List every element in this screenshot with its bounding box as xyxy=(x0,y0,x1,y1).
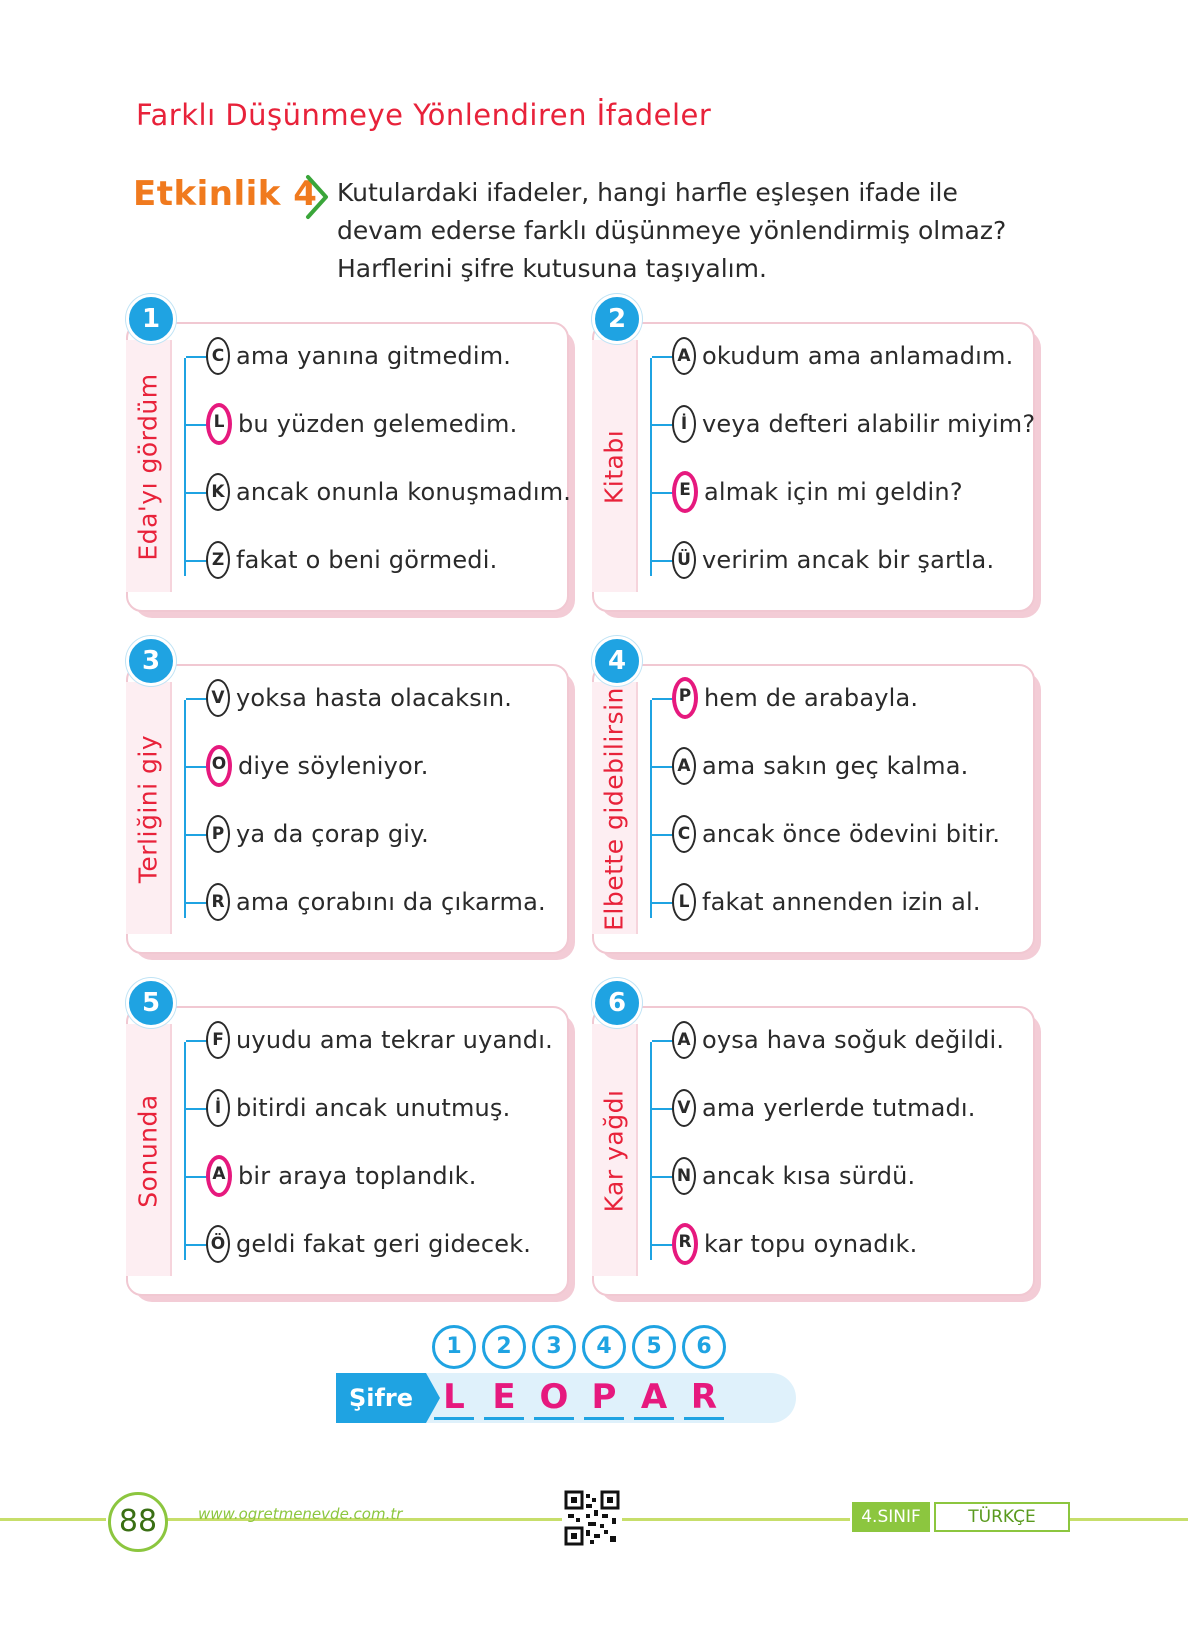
card-prompt: Sonunda xyxy=(133,1094,163,1208)
option-row[interactable] xyxy=(672,1088,976,1128)
option-text: yoksa hasta olacaksın. xyxy=(236,684,513,712)
option-row[interactable] xyxy=(672,540,994,580)
activity-instruction xyxy=(337,174,1006,288)
question-card xyxy=(592,304,1036,612)
question-card xyxy=(126,988,569,1296)
cipher-answer[interactable]: R xyxy=(690,1377,718,1417)
option-letter[interactable]: A xyxy=(672,747,696,785)
option-row[interactable] xyxy=(672,1224,917,1264)
cipher-answer-line xyxy=(434,1417,474,1420)
option-letter[interactable]: R xyxy=(672,1223,698,1265)
option-row[interactable] xyxy=(672,814,1000,854)
cipher-answer[interactable]: A xyxy=(640,1377,668,1417)
option-text: kar topu oynadık. xyxy=(704,1230,918,1258)
option-letter[interactable]: İ xyxy=(206,1089,230,1127)
bracket-tick xyxy=(652,492,674,494)
option-letter[interactable]: N xyxy=(672,1157,696,1195)
cipher-answer-line xyxy=(534,1417,574,1420)
bracket-tick xyxy=(186,766,208,768)
cipher-label: Şifre xyxy=(336,1373,426,1423)
option-letter[interactable]: P xyxy=(206,815,230,853)
option-text: ama sakın geç kalma. xyxy=(702,752,969,780)
bracket-tick xyxy=(652,1244,674,1246)
option-letter[interactable]: A xyxy=(672,1021,696,1059)
option-text: bu yüzden gelemedim. xyxy=(238,410,518,438)
option-letter[interactable]: V xyxy=(672,1089,696,1127)
bracket-tick xyxy=(652,424,674,426)
card-bracket xyxy=(650,1042,674,1260)
card-bracket xyxy=(650,358,674,576)
option-text: oysa hava soğuk değildi. xyxy=(702,1026,1005,1054)
bracket-tick xyxy=(652,560,674,562)
page-number: 88 xyxy=(108,1492,168,1552)
option-letter[interactable]: İ xyxy=(672,405,696,443)
bracket-tick xyxy=(652,698,674,700)
option-letter[interactable]: F xyxy=(206,1021,230,1059)
option-row[interactable] xyxy=(206,540,497,580)
option-text: hem de arabayla. xyxy=(704,684,919,712)
option-letter[interactable]: R xyxy=(206,883,230,921)
card-bracket xyxy=(184,700,208,918)
instruction-line: Kutulardaki ifadeler, hangi harfle eşleşen ifade ile xyxy=(337,178,958,207)
cipher-slot-number: 2 xyxy=(482,1325,526,1369)
cipher-slot[interactable] xyxy=(632,1325,676,1420)
option-text: okudum ama anlamadım. xyxy=(702,342,1014,370)
question-card xyxy=(592,646,1035,954)
bracket-tick xyxy=(186,560,208,562)
instruction-line: devam ederse farklı düşünmeye yönlendirmiş olmaz? xyxy=(337,216,1007,245)
bracket-tick xyxy=(186,424,208,426)
option-letter[interactable]: V xyxy=(206,679,230,717)
option-row[interactable] xyxy=(206,678,512,718)
option-letter[interactable]: A xyxy=(672,337,696,375)
cipher-answer-line xyxy=(684,1417,724,1420)
cipher-slot-number: 5 xyxy=(632,1325,676,1369)
cipher-answer[interactable]: E xyxy=(492,1377,516,1417)
cipher-box xyxy=(336,1325,796,1445)
option-letter[interactable]: K xyxy=(206,473,230,511)
cipher-slot-number: 3 xyxy=(532,1325,576,1369)
question-card xyxy=(592,988,1035,1296)
card-bracket xyxy=(184,1042,208,1260)
bracket-tick xyxy=(186,902,208,904)
bracket-tick xyxy=(186,356,208,358)
option-letter[interactable]: C xyxy=(206,337,230,375)
cipher-answer-line xyxy=(584,1417,624,1420)
option-text: bitirdi ancak unutmuş. xyxy=(236,1094,511,1122)
option-text: ama yanına gitmedim. xyxy=(236,342,512,370)
bracket-tick xyxy=(652,1108,674,1110)
section-title: Farklı Düşünmeye Yönlendiren İfadeler xyxy=(136,98,712,132)
bracket-tick xyxy=(652,356,674,358)
question-card xyxy=(126,304,572,612)
option-row[interactable] xyxy=(672,336,1013,376)
bracket-tick xyxy=(186,1040,208,1042)
activity-label: Etkinlik 4 xyxy=(133,174,318,214)
bracket-tick xyxy=(186,698,208,700)
cipher-slot[interactable] xyxy=(432,1325,476,1420)
cipher-answer[interactable]: O xyxy=(539,1377,569,1417)
option-text: geldi fakat geri gidecek. xyxy=(236,1230,532,1258)
bracket-tick xyxy=(652,1040,674,1042)
option-letter[interactable]: Ü xyxy=(672,541,696,579)
option-letter[interactable]: A xyxy=(206,1155,232,1197)
option-letter[interactable]: E xyxy=(672,471,698,513)
option-row[interactable] xyxy=(206,336,511,376)
option-row[interactable] xyxy=(206,1224,531,1264)
question-card xyxy=(126,646,569,954)
footer-line xyxy=(0,1518,106,1521)
option-text: ancak onunla konuşmadım. xyxy=(236,478,572,506)
option-row[interactable] xyxy=(672,746,968,786)
qr-code-icon[interactable] xyxy=(564,1490,620,1546)
bracket-tick xyxy=(186,1176,208,1178)
option-row[interactable] xyxy=(206,746,429,786)
card-prompt: Kar yağdı xyxy=(599,1089,629,1213)
option-row[interactable] xyxy=(672,472,963,512)
option-letter[interactable]: L xyxy=(672,883,696,921)
card-prompt: Eda'yı gördüm xyxy=(133,373,163,561)
cipher-slot[interactable] xyxy=(682,1325,726,1420)
option-text: ama yerlerde tutmadı. xyxy=(702,1094,976,1122)
card-prompt: Elbette gidebilirsin xyxy=(599,687,629,931)
option-text: veya defteri alabilir miyim? xyxy=(702,410,1036,438)
bracket-tick xyxy=(186,834,208,836)
footer-line xyxy=(1070,1518,1188,1521)
option-text: ancak kısa sürdü. xyxy=(702,1162,916,1190)
option-row[interactable] xyxy=(672,882,981,922)
grade-badge: 4.SINIF xyxy=(852,1502,930,1532)
bracket-tick xyxy=(186,1244,208,1246)
option-text: diye söyleniyor. xyxy=(238,752,429,780)
cipher-answer-line xyxy=(634,1417,674,1420)
option-letter[interactable]: O xyxy=(206,745,232,787)
option-letter[interactable]: P xyxy=(672,677,698,719)
bracket-tick xyxy=(186,492,208,494)
cipher-slot-number: 4 xyxy=(582,1325,626,1369)
option-letter[interactable]: C xyxy=(672,815,696,853)
chevron-right-icon xyxy=(302,174,332,220)
cipher-answer[interactable]: P xyxy=(591,1377,617,1417)
option-row[interactable] xyxy=(672,1156,915,1196)
bracket-tick xyxy=(652,1176,674,1178)
card-number: 6 xyxy=(592,978,642,1028)
cipher-slot[interactable] xyxy=(482,1325,526,1420)
option-text: ancak önce ödevini bitir. xyxy=(702,820,1001,848)
cipher-slot-number: 1 xyxy=(432,1325,476,1369)
option-text: veririm ancak bir şartla. xyxy=(702,546,995,574)
card-prompt: Kitabı xyxy=(599,429,629,505)
option-text: ya da çorap giy. xyxy=(236,820,429,848)
option-row[interactable] xyxy=(206,472,571,512)
cipher-answer[interactable]: L xyxy=(443,1377,465,1417)
instruction-line: Harflerini şifre kutusuna taşıyalım. xyxy=(337,254,767,283)
bracket-tick xyxy=(652,902,674,904)
card-prompt: Terliğini giy xyxy=(133,734,163,884)
bracket-tick xyxy=(652,766,674,768)
card-number: 2 xyxy=(592,294,642,344)
card-bracket xyxy=(184,358,208,576)
subject-badge: TÜRKÇE xyxy=(934,1502,1070,1532)
card-number: 1 xyxy=(126,294,176,344)
card-number: 5 xyxy=(126,978,176,1028)
option-row[interactable] xyxy=(672,678,918,718)
cipher-slot-number: 6 xyxy=(682,1325,726,1369)
option-row[interactable] xyxy=(206,404,517,444)
option-letter[interactable]: L xyxy=(206,403,232,445)
footer-line xyxy=(622,1518,850,1521)
cipher-slot[interactable] xyxy=(582,1325,626,1420)
option-text: ama çorabını da çıkarma. xyxy=(236,888,546,916)
option-row[interactable] xyxy=(672,1020,1004,1060)
option-row[interactable] xyxy=(206,1020,553,1060)
option-row[interactable] xyxy=(206,814,429,854)
bracket-tick xyxy=(186,1108,208,1110)
option-row[interactable] xyxy=(206,1088,510,1128)
cipher-slot[interactable] xyxy=(532,1325,576,1420)
card-number: 4 xyxy=(592,636,642,686)
option-text: almak için mi geldin? xyxy=(704,478,963,506)
option-text: fakat annenden izin al. xyxy=(702,888,981,916)
option-letter[interactable]: Ö xyxy=(206,1225,230,1263)
option-text: bir araya toplandık. xyxy=(238,1162,477,1190)
card-bracket xyxy=(650,700,674,918)
bracket-tick xyxy=(652,834,674,836)
card-number: 3 xyxy=(126,636,176,686)
website-link[interactable]: www.ogretmenevde.com.tr xyxy=(198,1505,403,1523)
option-row[interactable] xyxy=(672,404,1035,444)
option-letter[interactable]: Z xyxy=(206,541,230,579)
option-text: fakat o beni görmedi. xyxy=(236,546,498,574)
option-row[interactable] xyxy=(206,1156,477,1196)
cipher-answer-line xyxy=(484,1417,524,1420)
option-text: uyudu ama tekrar uyandı. xyxy=(236,1026,553,1054)
option-row[interactable] xyxy=(206,882,546,922)
